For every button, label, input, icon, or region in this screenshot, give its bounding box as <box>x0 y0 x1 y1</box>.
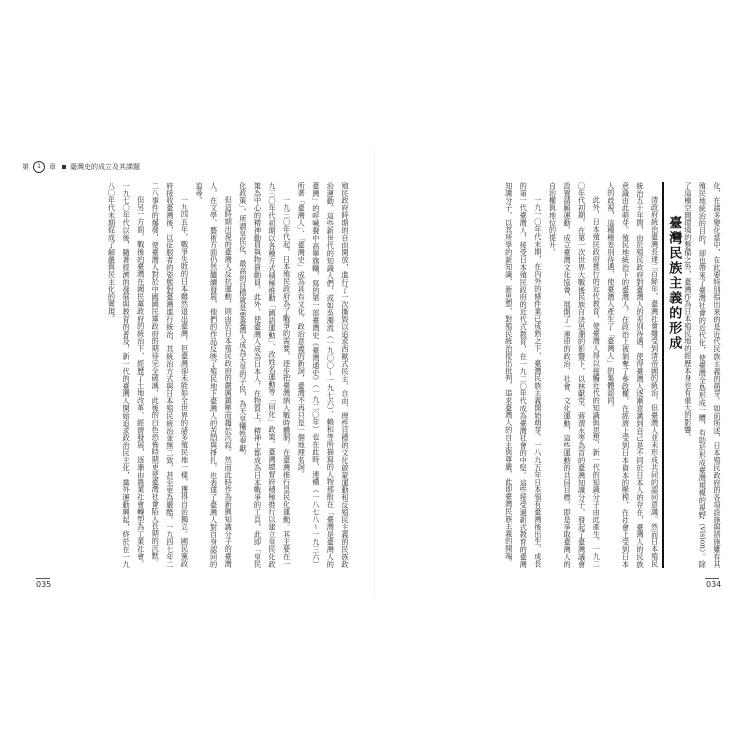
chapter-number-badge: 1 <box>33 161 45 173</box>
left-paragraph: 但另一方面，戰後的臺灣在國民黨政府的統治下，經歷了土地改革、經濟發展，逐漸由農業社會轉型為工業社會。一九七〇年代以後，隨著經濟的發展與教育的普及，新一代的臺灣人開始追求政治民主化，黨外運動興起，終於在一九八〇年代末期促成了解嚴與民主化的實現。 <box>107 182 146 568</box>
left-paragraph: 一九四五年，戰爭失敗的日本雖然退出臺灣，但臺灣卻未能如全世界的諸多殖民地一樣，獲得自治獨立。國民黨政府接收臺灣後，以征服者的姿態對臺灣進行統治，其統治方式與日本殖民統治並無二致，甚至更為嚴酷。一九四七年二二八事件的爆發，使臺灣人對於中國國民黨政府的期待完全破滅，此後的白色恐怖時期更使臺灣社會陷入長期的沉默。 <box>151 182 190 568</box>
left-paragraph: 殖民政府時期的自由開放，進行了一次撕毀以追求西歐式民主、自由、理性目標的文化啟蒙運動和反殖民主義的民族政治運動。這些新世代的知識人們，或如吳濁流（一九〇〇～一九七六）、賴和等所描寫的人物那般在「臺灣是臺灣人的臺灣」的呼喊聲中高舉旗幟，寫的第一部臺灣史《臺灣通史》（一九二〇年）也在此時，連橫（一八七八～一九三六）所著「臺灣人」、「臺灣史」成為具有文化、政治意義的新詞，臺灣不再只是一個地理名詞。 <box>297 182 350 568</box>
right-intro-paragraph: 化，在諸多變化當中，在此要特別指出來的是近代民族主義的萌芽。如前所述，日本殖民政府的各項設施與措施雖有其殖民地統治的目的，卻也帶來了臺灣社會的近代化，使臺灣全島形成一體，有助於形成臺灣規模的視野（vision）。除了這種空間環境的整備之外，臺灣作為日本殖民地的經歷本身也有重大的影響。 <box>683 182 722 568</box>
page-gutter <box>374 150 375 595</box>
left-page-number: 035 <box>36 580 52 589</box>
folio-rule <box>705 578 719 579</box>
section-title: 臺灣民族主義的形成 <box>662 182 681 568</box>
left-page-body <box>22 182 352 568</box>
left-paragraph: 但這時期出現的臺灣人反抗運動，則由於日本殖民政府的嚴厲鎮壓而趨於沉寂。然而此時作為新興知識分子的臺灣人，在文學、藝術方面仍然繼續發展，他們的作品反映了殖民地下臺灣人的苦悶與掙扎，也表達了臺灣人對自身認同的追尋。 <box>195 182 234 568</box>
running-header <box>22 161 140 173</box>
left-page-text <box>22 182 352 568</box>
right-page-body <box>392 182 724 568</box>
right-paragraph: 此外，日本殖民政府推行的近代教育，使臺灣人得以接觸近代的知識與思想，新一代的知識分子由此產生。一九二〇年代初期，在第一次世界大戰後民族自決思潮的影響下，以林獻堂、蔣渭水等為首的臺灣知識分子，發起了臺灣議會設置請願運動、成立臺灣文化協會，展開了一連串的政治、社會、文化運動，這些運動的共同目標，即是爭取臺灣人的自治權與地位的提升。 <box>548 182 602 568</box>
right-paragraph: 一九一〇年代末期，在內外的條件業已成熟之下，臺灣民族主義開始萌芽。一八九五年日本領有臺灣後出生、成長的第一代臺灣人，接受日本殖民政府的近代式教育，在一九二〇年代成為臺灣社會的中堅。這些接受過新式教育的臺灣知識分子，以其所學的新知識、新思想，對殖民統治提出批判，追求臺灣人的自主與尊嚴，此即臺灣民族主義的開端。 <box>504 182 543 568</box>
right-page-text <box>392 182 724 568</box>
square-bullet-icon <box>62 165 66 169</box>
left-paragraph: 一九三〇年代起，日本殖民政府為了戰爭的需要，逐步把臺灣納入戰時體制，在臺灣推行皇民化運動。其主要在一九三〇年代初期以各種方式積極推動「國語運動」、改姓名運動等「同化」政策。臺灣總督府積極推行以建立皇民化政策為中心的精神動員與物資動員。此外，使臺灣人成為日本人，在物質上、精神上都成為日本戰爭的工具，此即「皇民化政策」，所謂皇民化，最高的目標就是要臺灣人成為天皇的子民，為天皇犧牲奉獻。 <box>238 182 292 568</box>
chapter-suffix: 章 <box>49 163 56 171</box>
right-paragraph: 清政府統治臺灣長達二百餘年，臺灣社會雖受到清帝國的統治，但臺灣人並未形成共同的認同意識。然而日本殖民統治五十年間，由於殖民政府對臺灣人的差別待遇，使得臺灣人逐漸意識到自己是不同於日本人的存在，臺灣人的民族意識由此萌芽。殖民地統治下的臺灣人，在政治上被剝奪了參政權，在經濟上受到日本資本的壓榨，在社會上受到日本人的歧視，這種種差別待遇，使臺灣人產生了「臺灣人」的集體認同。 <box>606 182 660 568</box>
folio-rule <box>36 578 50 579</box>
chapter-prefix: 第 <box>22 163 29 171</box>
right-page-number: 034 <box>706 580 722 589</box>
chapter-title: 臺灣史的成立及其課題 <box>70 163 140 171</box>
